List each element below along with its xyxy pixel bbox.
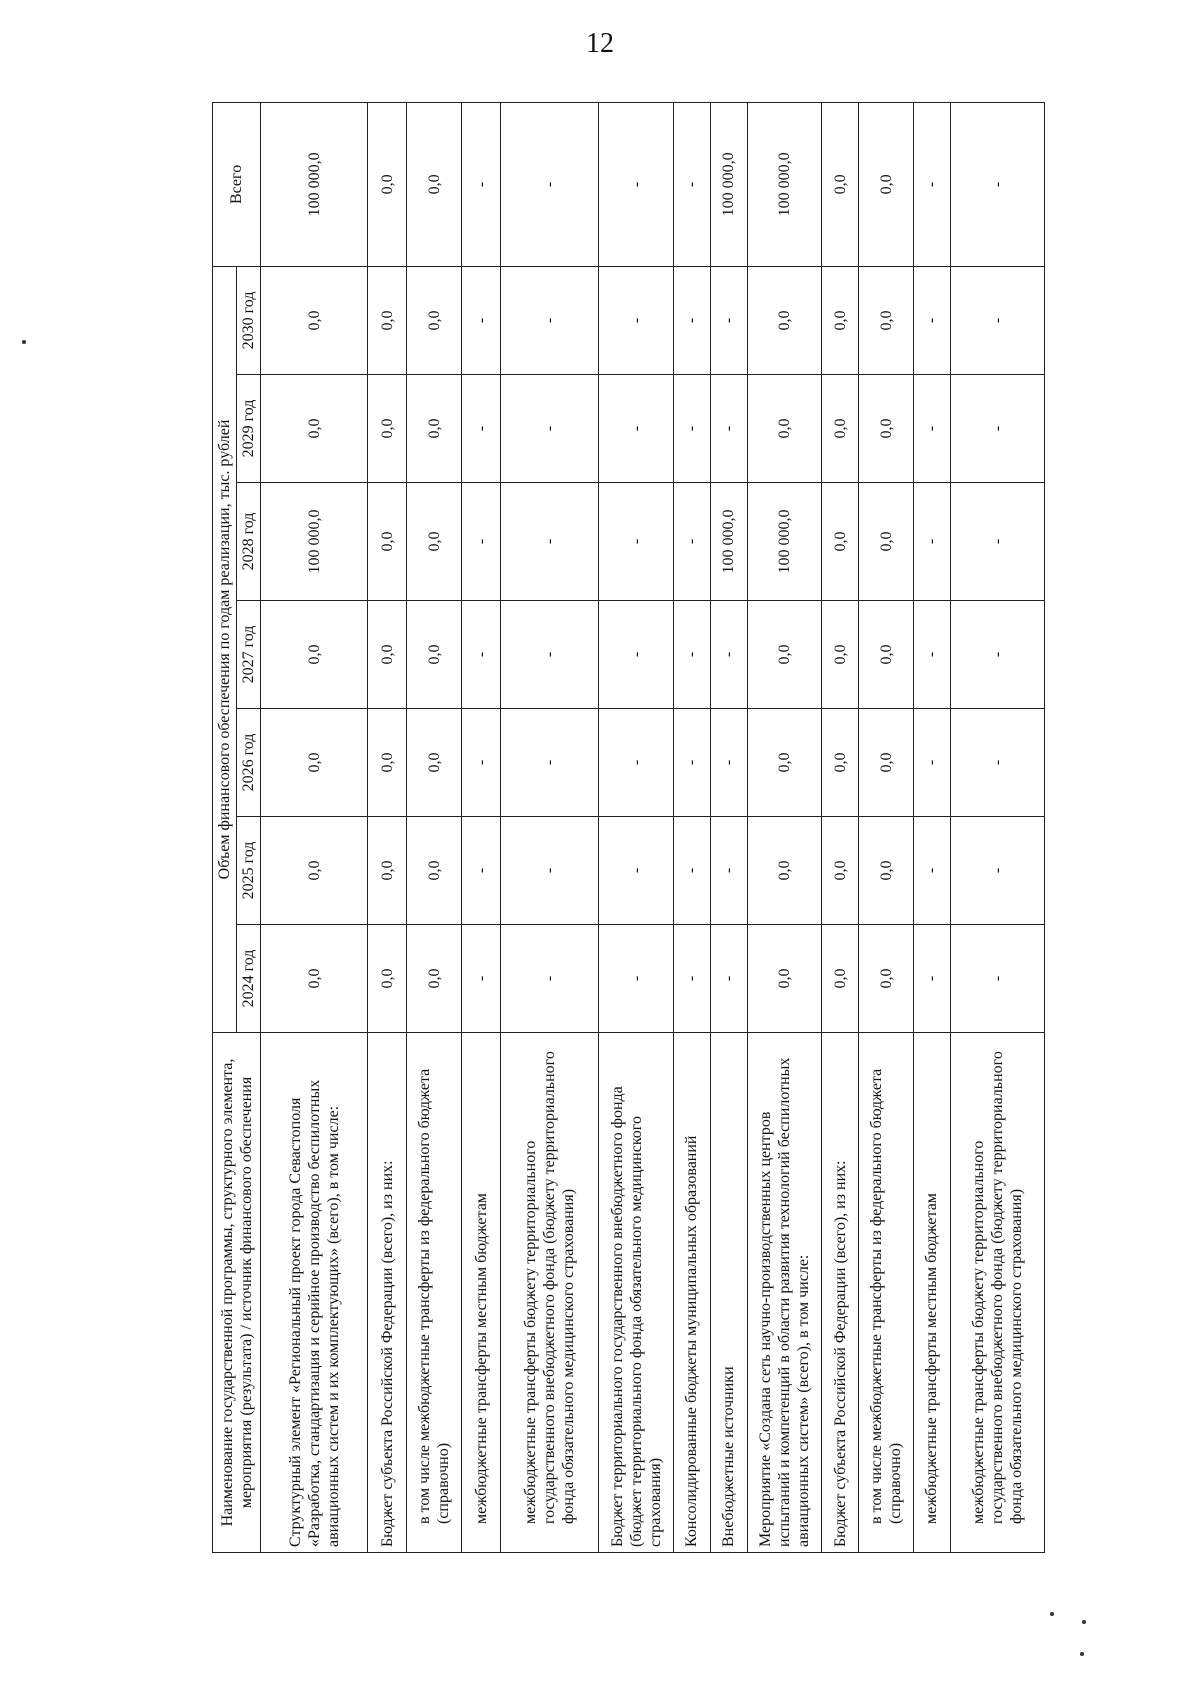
header-year-2027: 2027 год — [237, 601, 261, 709]
row-value: 0,0 — [407, 817, 462, 925]
table-row — [710, 102, 747, 1552]
table-row — [368, 102, 407, 1552]
header-name: Наименование государственной программы, структурного элемента, мероприятия (результата) / источник финансового обеспечения — [213, 1033, 261, 1553]
row-value: - — [501, 817, 599, 925]
row-value: 100 000,0 — [747, 483, 821, 601]
row-value: 100 000,0 — [261, 102, 368, 266]
row-value: - — [599, 102, 673, 266]
row-value: 0,0 — [822, 266, 859, 374]
row-value: - — [501, 709, 599, 817]
row-value: 0,0 — [261, 266, 368, 374]
table-row — [673, 102, 710, 1552]
row-value: - — [673, 102, 710, 266]
row-value: 0,0 — [368, 102, 407, 266]
header-group: Объем финансового обеспечения по годам реализации, тыс. рублей — [213, 266, 237, 1032]
row-value: - — [951, 483, 1045, 601]
row-value: 0,0 — [368, 375, 407, 483]
table-row — [261, 102, 368, 1552]
row-value: - — [673, 709, 710, 817]
table-row — [951, 102, 1045, 1552]
row-value: 0,0 — [368, 601, 407, 709]
row-value: - — [461, 102, 500, 266]
header-year-2024: 2024 год — [237, 925, 261, 1033]
row-value: - — [461, 375, 500, 483]
header-year-2030: 2030 год — [237, 266, 261, 374]
row-value: 0,0 — [368, 817, 407, 925]
row-value: - — [913, 817, 950, 925]
row-value: - — [951, 375, 1045, 483]
scan-speck — [22, 340, 26, 344]
row-value: 0,0 — [747, 601, 821, 709]
row-value: 0,0 — [407, 375, 462, 483]
row-value: - — [951, 925, 1045, 1033]
row-value: - — [599, 266, 673, 374]
row-value: - — [913, 925, 950, 1033]
row-name: межбюджетные трансферты бюджету территориального государственного внебюджетного фонда (бюджету территориального фонда обязательного медицинского страхования) — [501, 1033, 599, 1553]
table-row — [822, 102, 859, 1552]
row-value: 0,0 — [407, 601, 462, 709]
row-value: 0,0 — [407, 483, 462, 601]
row-value: - — [710, 266, 747, 374]
row-value: 0,0 — [859, 375, 914, 483]
row-value: - — [710, 375, 747, 483]
row-value: - — [913, 375, 950, 483]
row-value: - — [461, 925, 500, 1033]
row-value: - — [599, 709, 673, 817]
row-name: Бюджет субъекта Российской Федерации (всего), из них: — [822, 1033, 859, 1553]
row-value: - — [913, 266, 950, 374]
row-value: 0,0 — [859, 601, 914, 709]
row-name: в том числе межбюджетные трансферты из федерального бюджета (справочно) — [407, 1033, 462, 1553]
row-value: 0,0 — [368, 925, 407, 1033]
row-value: - — [673, 817, 710, 925]
row-value: - — [599, 601, 673, 709]
row-value: 0,0 — [407, 102, 462, 266]
row-value: - — [461, 709, 500, 817]
row-value: - — [501, 102, 599, 266]
row-value: 0,0 — [747, 709, 821, 817]
row-value: - — [673, 601, 710, 709]
table-row — [599, 102, 673, 1552]
row-value: - — [461, 601, 500, 709]
row-name: межбюджетные трансферты бюджету территориального государственного внебюджетного фонда (бюджету территориального фонда обязательного медицинского страхования) — [951, 1033, 1045, 1553]
row-value: 0,0 — [822, 601, 859, 709]
row-value: - — [599, 925, 673, 1033]
header-year-2026: 2026 год — [237, 709, 261, 817]
row-value: - — [461, 483, 500, 601]
row-value: - — [913, 601, 950, 709]
row-value: - — [710, 709, 747, 817]
row-value: 100 000,0 — [710, 102, 747, 266]
row-value: - — [673, 266, 710, 374]
row-value: - — [461, 266, 500, 374]
row-value: - — [710, 817, 747, 925]
header-total: Всего — [213, 102, 261, 266]
row-name: в том числе межбюджетные трансферты из федерального бюджета (справочно) — [859, 1033, 914, 1553]
row-value: - — [501, 483, 599, 601]
row-value: - — [951, 266, 1045, 374]
row-value: - — [673, 925, 710, 1033]
row-value: - — [951, 817, 1045, 925]
header-year-2029: 2029 год — [237, 375, 261, 483]
page-number: 12 — [586, 28, 614, 59]
row-value: - — [501, 925, 599, 1033]
scan-speck — [1080, 1652, 1084, 1656]
header-year-2025: 2025 год — [237, 817, 261, 925]
row-value: - — [951, 601, 1045, 709]
row-value: 0,0 — [747, 266, 821, 374]
row-value: - — [599, 817, 673, 925]
table-body — [261, 102, 1045, 1552]
table-row — [747, 102, 821, 1552]
scan-speck — [1082, 1620, 1086, 1624]
row-value: 0,0 — [261, 601, 368, 709]
row-value: 0,0 — [822, 925, 859, 1033]
row-name: Консолидированные бюджеты муниципальных образований — [673, 1033, 710, 1553]
row-value: - — [913, 102, 950, 266]
row-name: межбюджетные трансферты местным бюджетам — [913, 1033, 950, 1553]
row-value: 0,0 — [368, 709, 407, 817]
row-value: 0,0 — [261, 709, 368, 817]
row-value: - — [461, 817, 500, 925]
row-value: 100 000,0 — [261, 483, 368, 601]
row-value: 100 000,0 — [710, 483, 747, 601]
row-value: - — [501, 266, 599, 374]
financing-table — [212, 102, 1045, 1553]
table-row — [501, 102, 599, 1552]
row-value: 0,0 — [368, 266, 407, 374]
rotated-table-container — [212, 103, 1045, 1553]
row-value: - — [951, 709, 1045, 817]
row-value: 0,0 — [407, 925, 462, 1033]
row-value: - — [599, 375, 673, 483]
row-value: 0,0 — [407, 709, 462, 817]
row-value: 0,0 — [261, 817, 368, 925]
row-value: 0,0 — [822, 483, 859, 601]
row-value: 100 000,0 — [747, 102, 821, 266]
row-value: 0,0 — [747, 375, 821, 483]
row-value: 0,0 — [747, 817, 821, 925]
table-row — [913, 102, 950, 1552]
row-value: - — [501, 601, 599, 709]
row-value: - — [673, 375, 710, 483]
table-row — [461, 102, 500, 1552]
row-value: - — [710, 925, 747, 1033]
row-value: 0,0 — [822, 709, 859, 817]
row-value: 0,0 — [747, 925, 821, 1033]
row-value: - — [710, 601, 747, 709]
scan-speck — [1050, 1612, 1054, 1616]
row-name: Структурный элемент «Региональный проект города Севастополя «Разработка, стандартизация и серийное производство беспилотных авиационных систем и их комплектующих» (всего), в том числе: — [261, 1033, 368, 1553]
row-name: Мероприятие «Создана сеть научно-производственных центров испытаний и компетенций в области развития технологий беспилотных авиационных систем» (всего), в том числе: — [747, 1033, 821, 1553]
row-name: Внебюджетные источники — [710, 1033, 747, 1553]
row-value: 0,0 — [859, 483, 914, 601]
row-value: 0,0 — [368, 483, 407, 601]
row-value: 0,0 — [261, 925, 368, 1033]
row-name: межбюджетные трансферты местным бюджетам — [461, 1033, 500, 1553]
row-value: - — [501, 375, 599, 483]
row-value: 0,0 — [261, 375, 368, 483]
row-name: Бюджет субъекта Российской Федерации (всего), из них: — [368, 1033, 407, 1553]
row-value: - — [599, 483, 673, 601]
row-value: - — [951, 102, 1045, 266]
row-value: 0,0 — [822, 817, 859, 925]
row-value: 0,0 — [822, 375, 859, 483]
row-value: - — [913, 709, 950, 817]
row-value: 0,0 — [859, 925, 914, 1033]
table-row — [859, 102, 914, 1552]
row-value: 0,0 — [859, 709, 914, 817]
row-name: Бюджет территориального государственного внебюджетного фонда (бюджет территориального фонда обязательного медицинского страхования) — [599, 1033, 673, 1553]
row-value: - — [913, 483, 950, 601]
header-year-2028: 2028 год — [237, 483, 261, 601]
row-value: 0,0 — [407, 266, 462, 374]
table-row — [407, 102, 462, 1552]
row-value: 0,0 — [859, 102, 914, 266]
row-value: 0,0 — [859, 266, 914, 374]
header-row-group — [213, 102, 237, 1552]
row-value: - — [673, 483, 710, 601]
row-value: 0,0 — [822, 102, 859, 266]
row-value: 0,0 — [859, 817, 914, 925]
